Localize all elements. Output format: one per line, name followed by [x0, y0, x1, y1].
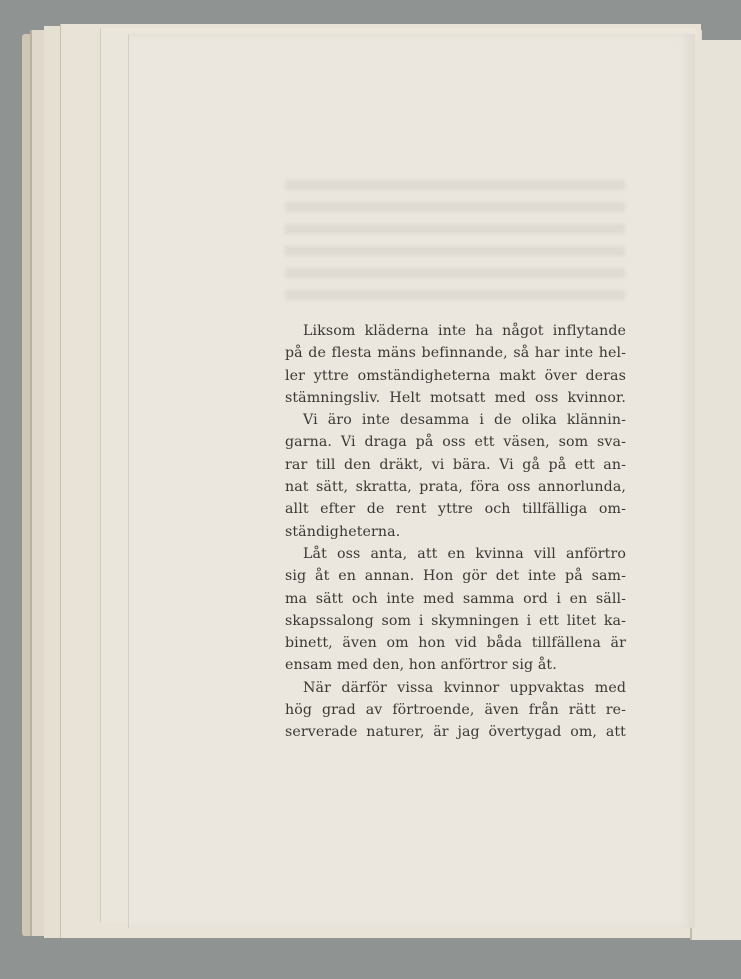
text-line: ler yttre omständigheterna makt över deras	[285, 367, 626, 384]
text-line: garna. Vi draga på oss ett väsen, som sva-	[285, 434, 626, 451]
text-line: Liksom kläderna inte ha något inflytande	[303, 323, 626, 339]
text-line: binett, även om hon vid båda tillfällena är	[285, 635, 626, 652]
text-line: rar till den dräkt, vi bära. Vi gå på ett an-	[285, 456, 626, 473]
text-line: allt efter de rent yttre och tillfälliga om-	[285, 501, 626, 518]
text-line: stämningsliv. Helt motsatt med oss kvinnor.	[285, 389, 626, 406]
text-line: Låt oss anta, att en kvinna vill anförtro	[303, 545, 626, 562]
text-line: Vi äro inte desamma i de olika klännin-	[303, 412, 626, 429]
text-line: hög grad av förtroende, även från rätt re-	[285, 702, 626, 719]
text-line: på de flesta mäns befinnande, så har inte hel-	[285, 345, 626, 362]
show-through-text	[285, 180, 625, 310]
facing-page-edge	[690, 40, 741, 940]
text-line: skapssalong som i skymningen i ett litet ka-	[285, 612, 626, 629]
paragraph	[285, 677, 626, 744]
text-line: sig åt en annan. Hon gör det inte på sam-	[285, 568, 626, 585]
text-line: nat sätt, skratta, prata, föra oss annorlunda,	[285, 479, 626, 496]
text-line: ensam med den, hon anförtror sig åt.	[285, 657, 557, 674]
paragraph	[285, 320, 626, 409]
page-text	[285, 320, 626, 744]
paragraph	[285, 409, 626, 543]
text-line: serverade naturer, är jag övertygad om, att	[285, 724, 626, 741]
paragraph	[285, 543, 626, 677]
text-line: ma sätt och inte med samma ord i en säll-	[285, 590, 626, 607]
text-line: ständigheterna.	[285, 523, 401, 540]
text-line: När därför vissa kvinnor uppvaktas med	[303, 679, 626, 696]
